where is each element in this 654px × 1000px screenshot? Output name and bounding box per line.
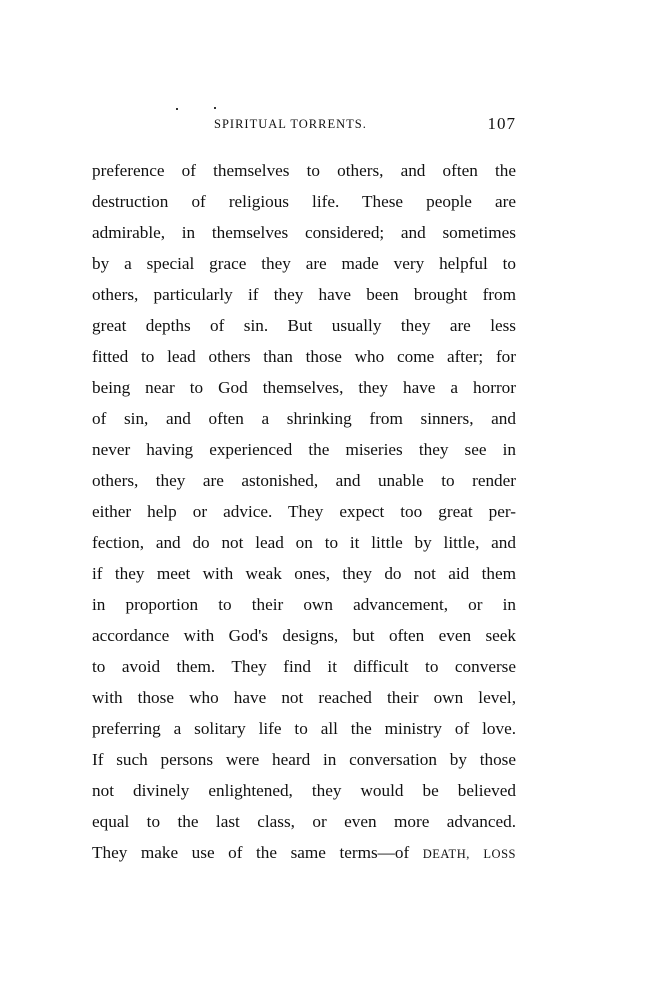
text-line: not divinely enlightened, they would be believed: [92, 781, 516, 800]
text-line: great depths of sin. But usually they are less: [92, 316, 516, 335]
text-line: being near to God themselves, they have a horror: [92, 378, 516, 397]
text-line: either help or advice. They expect too great per-: [92, 502, 516, 521]
text-line: never having experienced the miseries they see in: [92, 440, 516, 459]
text-line: preference of themselves to others, and often the: [92, 161, 516, 180]
text-line: destruction of religious life. These people are: [92, 192, 516, 211]
text-line: with those who have not reached their own level,: [92, 688, 516, 707]
body-text: [92, 158, 516, 871]
text-line: If such persons were heard in conversation by those: [92, 750, 516, 769]
text-line: preferring a solitary life to all the ministry of love.: [92, 719, 516, 738]
text-line: in proportion to their own advancement, or in: [92, 595, 516, 614]
scan-speck: [214, 107, 216, 109]
page-header: [92, 114, 516, 137]
text-line: to avoid them. They find it difficult to converse: [92, 657, 516, 676]
text-line: fection, and do not lead on to it little by little, and: [92, 533, 516, 552]
text-line: others, particularly if they have been brought from: [92, 285, 516, 304]
scan-speck: [176, 108, 178, 110]
text-line: of sin, and often a shrinking from sinners, and: [92, 409, 516, 428]
page-number: 107: [487, 114, 516, 133]
text-line: They make use of the same terms—of DEATH, LOSS: [92, 843, 516, 862]
text-line: fitted to lead others than those who come after; for: [92, 347, 516, 366]
text-line: others, they are astonished, and unable to render: [92, 471, 516, 490]
text-line: equal to the last class, or even more advanced.: [92, 812, 516, 831]
text-line: admirable, in themselves considered; and sometimes: [92, 223, 516, 242]
text-line: by a special grace they are made very helpful to: [92, 254, 516, 273]
running-title: SPIRITUAL TORRENTS.: [214, 117, 367, 131]
text-line: if they meet with weak ones, they do not aid them: [92, 564, 516, 583]
text-line: accordance with God's designs, but often even seek: [92, 626, 516, 645]
